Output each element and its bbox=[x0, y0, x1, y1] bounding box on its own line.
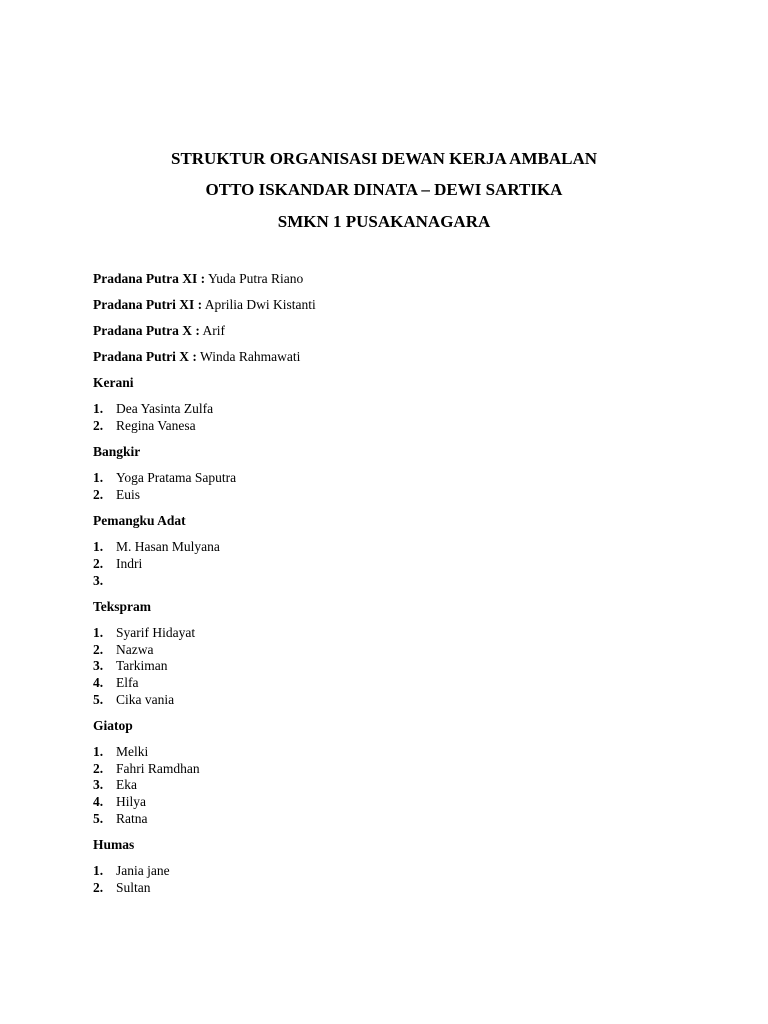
member-name: Syarif Hidayat bbox=[116, 625, 196, 641]
member-list-giatop bbox=[93, 744, 693, 827]
member-name: Regina Vanesa bbox=[116, 417, 196, 433]
list-item bbox=[93, 744, 693, 761]
list-number: 2. bbox=[93, 555, 104, 571]
leader-label: Pradana Putri X : bbox=[93, 349, 197, 364]
leader-name: Winda Rahmawati bbox=[200, 349, 301, 364]
list-item bbox=[93, 675, 693, 692]
leader-pradana-putri-x bbox=[93, 349, 693, 365]
list-item bbox=[93, 658, 693, 675]
list-item bbox=[93, 573, 693, 590]
leader-pradana-putra-x bbox=[93, 323, 693, 339]
document-title-line-2: OTTO ISKANDAR DINATA – DEWI SARTIKA bbox=[205, 180, 563, 199]
list-item bbox=[93, 761, 693, 778]
member-name: Euis bbox=[116, 486, 141, 502]
member-name: Nazwa bbox=[116, 641, 154, 657]
document-title-line-1: STRUKTUR ORGANISASI DEWAN KERJA AMBALAN bbox=[170, 149, 597, 168]
member-name: Dea Yasinta Zulfa bbox=[116, 401, 214, 416]
section-title-giatop: Giatop bbox=[93, 718, 133, 734]
member-name: Fahri Ramdhan bbox=[116, 760, 200, 776]
list-item bbox=[93, 470, 693, 487]
list-number: 4. bbox=[93, 674, 104, 690]
member-name: Eka bbox=[116, 777, 137, 793]
document-body bbox=[93, 271, 693, 906]
list-number: 5. bbox=[93, 691, 104, 707]
member-list-pemangku-adat bbox=[93, 539, 693, 589]
leader-pradana-putra-xi bbox=[93, 271, 693, 287]
section-title-kerani: Kerani bbox=[93, 375, 134, 390]
list-item bbox=[93, 777, 693, 794]
list-item bbox=[93, 811, 693, 828]
list-number: 2. bbox=[93, 486, 104, 502]
list-number: 1. bbox=[93, 401, 104, 416]
member-list-kerani bbox=[93, 401, 693, 434]
list-number: 2. bbox=[93, 760, 104, 776]
member-name: Sultan bbox=[116, 879, 151, 895]
list-number: 3. bbox=[93, 777, 104, 793]
leader-name: Yuda Putra Riano bbox=[208, 271, 304, 286]
member-list-humas bbox=[93, 863, 693, 896]
member-name: M. Hasan Mulyana bbox=[116, 539, 220, 555]
list-number: 1. bbox=[93, 744, 104, 760]
member-list-bangkir bbox=[93, 470, 693, 503]
list-item bbox=[93, 863, 693, 880]
list-item bbox=[93, 401, 693, 418]
section-title-tekspram: Tekspram bbox=[93, 599, 152, 615]
list-item bbox=[93, 539, 693, 556]
member-name: Jania jane bbox=[116, 863, 170, 879]
list-number: 1. bbox=[93, 539, 104, 555]
list-number: 1. bbox=[93, 863, 104, 879]
list-number: 2. bbox=[93, 879, 104, 895]
list-item bbox=[93, 418, 693, 435]
list-number: 1. bbox=[93, 625, 104, 641]
member-name: Elfa bbox=[116, 674, 139, 690]
list-item bbox=[93, 692, 693, 709]
list-number: 1. bbox=[93, 470, 104, 486]
member-name: Tarkiman bbox=[116, 658, 168, 674]
list-item bbox=[93, 794, 693, 811]
list-number: 5. bbox=[93, 810, 104, 826]
member-name: Hilya bbox=[116, 793, 146, 809]
list-item bbox=[93, 487, 693, 504]
member-list-tekspram bbox=[93, 625, 693, 708]
member-name: Cika vania bbox=[116, 691, 175, 707]
list-item bbox=[93, 556, 693, 573]
section-title-bangkir: Bangkir bbox=[93, 444, 141, 460]
list-number: 3. bbox=[93, 658, 104, 674]
list-number: 2. bbox=[93, 641, 104, 657]
document-title-line-3: SMKN 1 PUSAKANAGARA bbox=[277, 212, 491, 231]
leader-name: Aprilia Dwi Kistanti bbox=[204, 297, 316, 312]
list-number: 2. bbox=[93, 417, 104, 433]
leader-pradana-putri-xi bbox=[93, 297, 693, 313]
list-item bbox=[93, 642, 693, 659]
leader-label: Pradana Putra X : bbox=[93, 323, 200, 338]
section-title-humas: Humas bbox=[93, 837, 135, 853]
list-item bbox=[93, 880, 693, 897]
section-title-pemangku-adat: Pemangku Adat bbox=[93, 513, 186, 529]
member-name: Yoga Pratama Saputra bbox=[116, 470, 237, 486]
member-name: Melki bbox=[116, 744, 149, 760]
leader-label: Pradana Putri XI : bbox=[93, 297, 203, 312]
list-item bbox=[93, 625, 693, 642]
leader-label: Pradana Putra XI : bbox=[93, 271, 206, 286]
list-number: 4. bbox=[93, 793, 104, 809]
member-name: Ratna bbox=[116, 810, 148, 826]
leader-name: Arif bbox=[202, 323, 226, 338]
list-number: 3. bbox=[93, 572, 104, 588]
member-name: Indri bbox=[116, 555, 143, 571]
